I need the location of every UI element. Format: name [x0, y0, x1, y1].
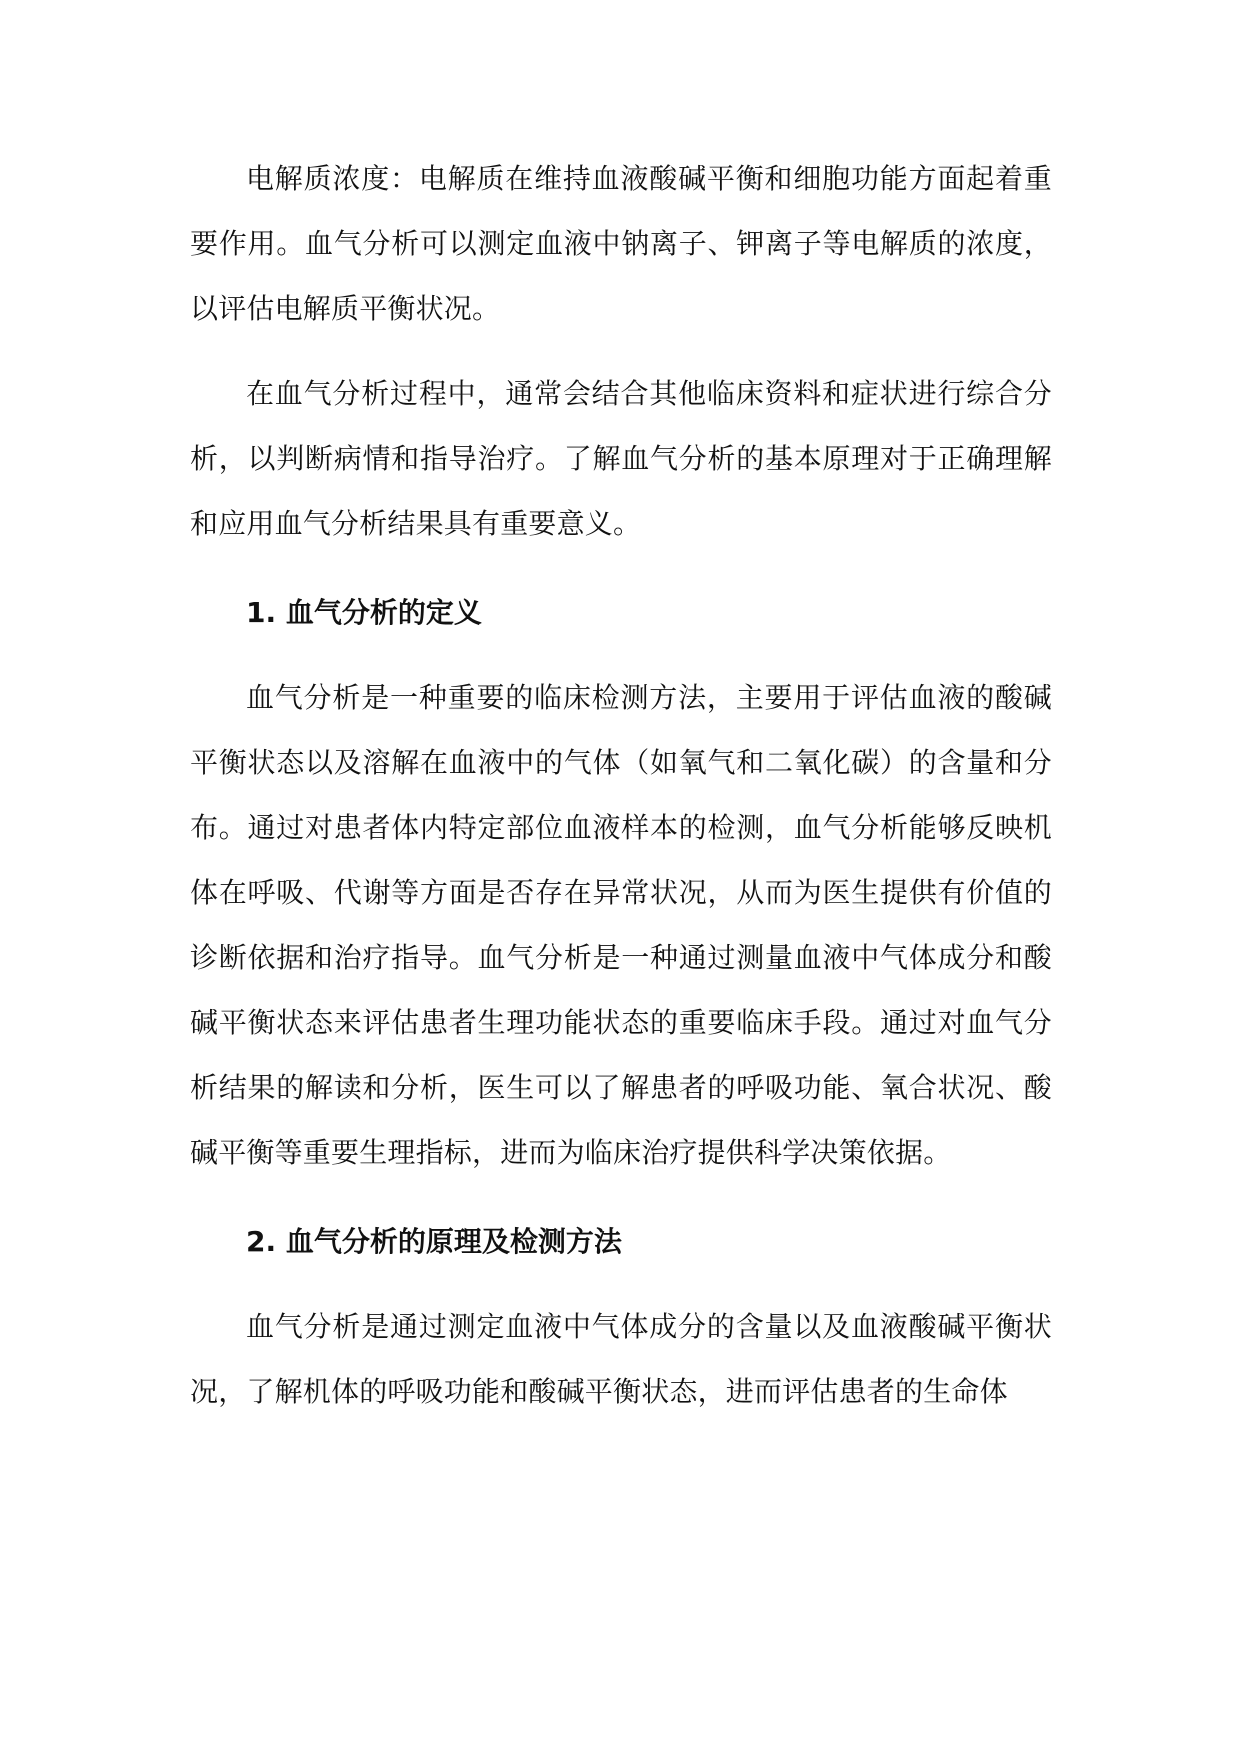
paragraph-electrolyte: 电解质浓度：电解质在维持血液酸碱平衡和细胞功能方面起着重要作用。血气分析可以测定血液中钠离子、钾离子等电解质的浓度，以评估电解质平衡状况。 [190, 162, 1052, 325]
heading-gap [190, 645, 1052, 665]
paragraph-principle: 血气分析是通过测定血液中气体成分的含量以及血液酸碱平衡状况，了解机体的呼吸功能和酸碱平衡状态，进而评估患者的生命体 [190, 1310, 1052, 1408]
paragraph-definition: 血气分析是一种重要的临床检测方法，主要用于评估血液的酸碱平衡状态以及溶解在血液中的气体（如氧气和二氧化碳）的含量和分布。通过对患者体内特定部位血液样本的检测，血气分析能够反映机体在呼吸、代谢等方面是否存在异常状况，从而为医生提供有价值的诊断依据和治疗指导。血气分析是一种通过测量血液中气体成分和酸碱平衡状态来评估患者生理功能状态的重要临床手段。通过对血气分析结果的解读和分析，医生可以了解患者的呼吸功能、氧合状况、酸碱平衡等重要生理指标，进而为临床治疗提供科学决策依据。 [190, 681, 1052, 1169]
section-gap [190, 556, 1052, 580]
heading-gap [190, 1274, 1052, 1294]
document-body [190, 146, 1052, 1424]
section-heading-definition: 1. 血气分析的定义 [246, 596, 482, 629]
paragraph-analysis-process: 在血气分析过程中，通常会结合其他临床资料和症状进行综合分析，以判断病情和指导治疗。了解血气分析的基本原理对于正确理解和应用血气分析结果具有重要意义。 [190, 377, 1052, 540]
section-heading-principle: 2. 血气分析的原理及检测方法 [246, 1225, 622, 1258]
paragraph-gap [190, 341, 1052, 361]
section-gap [190, 1185, 1052, 1209]
